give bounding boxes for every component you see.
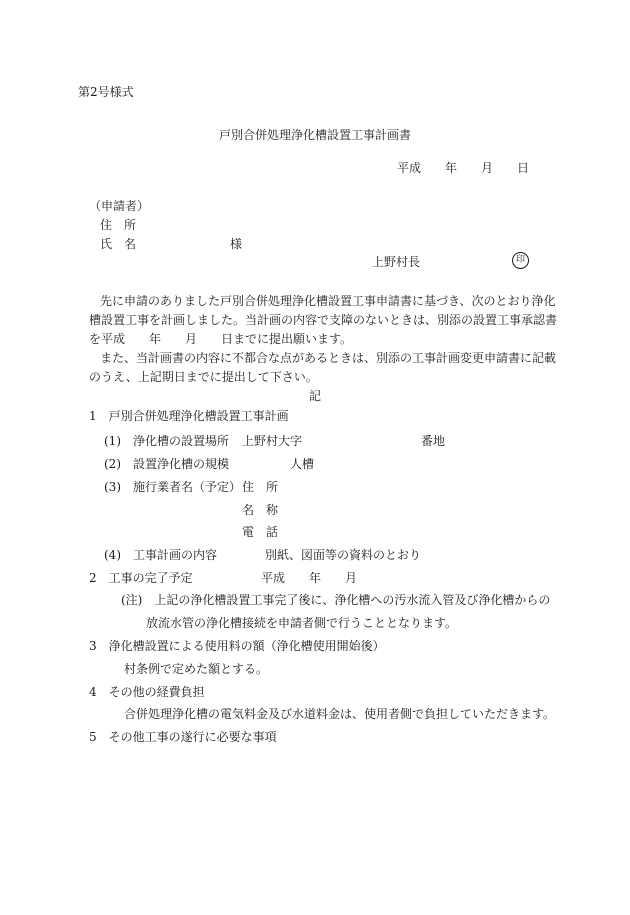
document-title: 戸別合併処理浄化槽設置工事計画書 [219,128,412,142]
section-2-title: 2 工事の完了予定 [89,571,193,585]
section-1-2-suffix: 人槽 [290,457,315,471]
applicant-heading: （申請者） [89,199,150,213]
section-1-1-label: (1) 浄化槽の設置場所 [104,434,229,448]
section-1-title: 1 戸別合併処理浄化槽設置工事計画 [89,409,289,423]
section-2-note-2: 放流水管の浄化槽接続を申請者側で行うこととなります。 [146,616,458,630]
ki-heading: 記 [309,389,322,403]
section-1-1-value: 上野村大字 [242,434,303,448]
section-1-3-label: (3) 施行業者名（予定） [104,480,241,494]
applicant-sama: 様 [230,237,243,251]
form-number: 第2号様式 [78,85,134,99]
section-1-3-phone: 電 話 [242,525,279,539]
section-1-1-suffix: 番地 [421,434,446,448]
section-3-title: 3 浄化槽設置による使用料の額（浄化槽使用開始後） [89,639,385,653]
applicant-address-label: 住 所 [100,218,137,232]
section-1-3-address: 住 所 [242,480,279,494]
section-1-2-label: (2) 設置浄化槽の規模 [104,457,229,471]
issuer: 上野村長 [372,255,421,269]
section-3-value: 村条例で定めた額とする。 [124,662,269,676]
seal-stamp: 印 [512,252,529,269]
section-2-note-1: (注) 上記の浄化槽設置工事完了後に、浄化槽への汚水流入管及び浄化槽からの [121,593,551,607]
body-line-5: のうえ、上記期日までに提出して下さい。 [89,370,318,384]
section-2-value: 平成 年 月 [261,571,358,585]
body-line-4: また、当計画書の内容に不都合な点があるときは、別添の工事計画変更申請書に記載 [100,351,557,365]
body-line-3: を平成 年 月 日までに提出願います。 [89,332,353,346]
section-4-value: 合併処理浄化槽の電気料金及び水道料金は、使用者側で負担していただきます。 [124,707,556,721]
section-1-4-value: 別紙、図面等の資料のとおり [265,548,422,562]
section-4-title: 4 その他の経費負担 [89,685,205,699]
date-line: 平成 年 月 日 [397,161,530,175]
applicant-name-label: 氏 名 [100,237,137,251]
body-line-2: 槽設置工事を計画しました。当計画の内容で支障のないときは、別添の設置工事承認書 [89,313,558,327]
body-line-1: 先に申請のありました戸別合併処理浄化槽設置工事申請書に基づき、次のとおり浄化 [100,294,556,308]
section-1-3-name: 名 称 [242,503,279,517]
section-1-4-label: (4) 工事計画の内容 [104,548,217,562]
section-5-title: 5 その他工事の遂行に必要な事項 [89,730,277,744]
